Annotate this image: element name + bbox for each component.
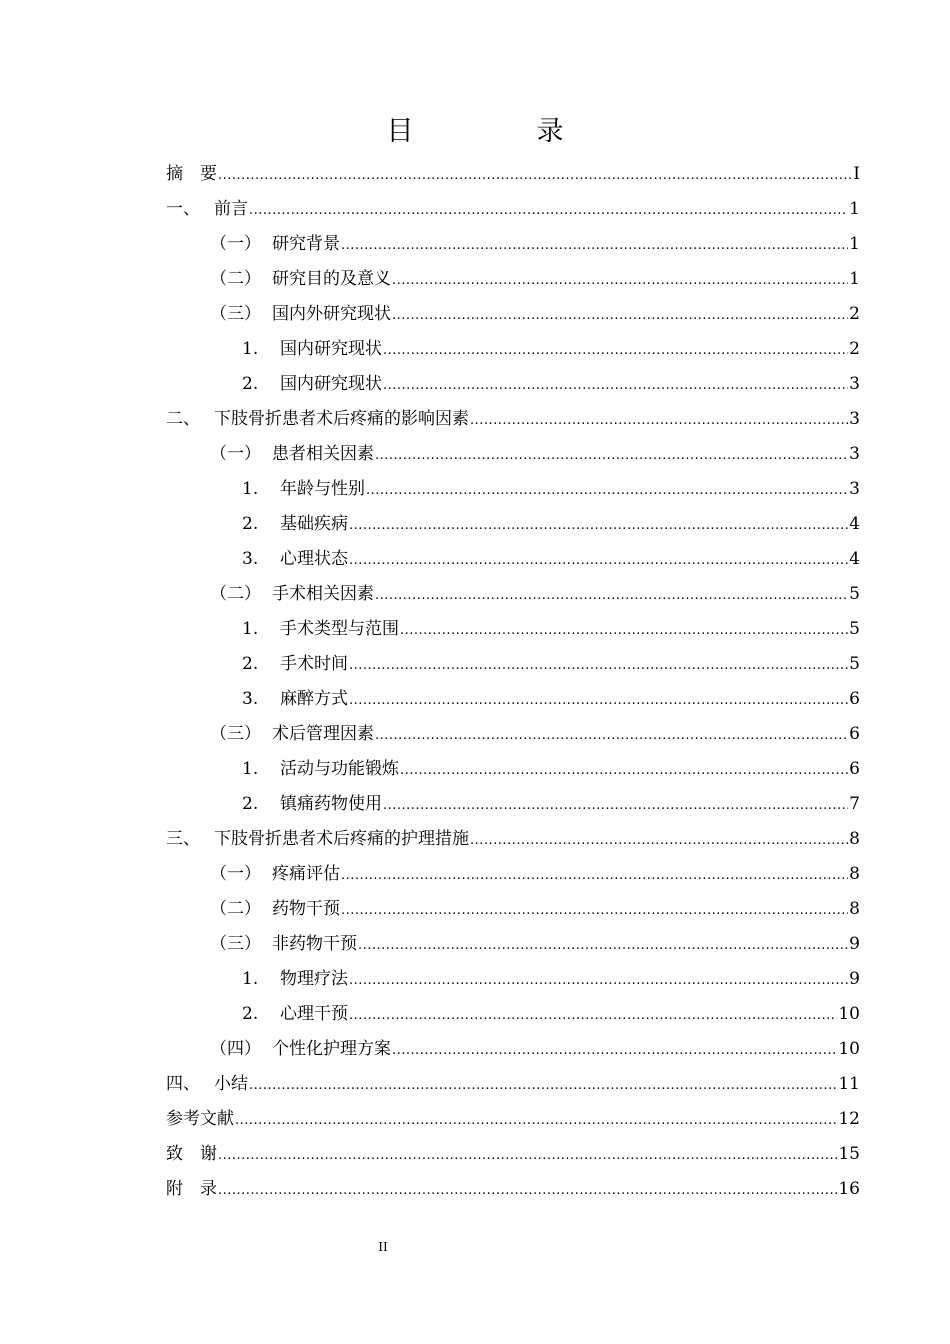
toc-entry-page: 4	[849, 514, 860, 534]
toc-entry[interactable]	[166, 192, 860, 227]
toc-entry-number: 三、	[166, 829, 200, 849]
toc-entry-page: 10	[838, 1039, 860, 1059]
toc-entry-number: （一）	[210, 864, 261, 884]
dot-leader	[249, 1068, 837, 1103]
toc-entry-page: 5	[849, 584, 860, 604]
toc-entry-label: 研究目的及意义	[272, 269, 391, 289]
dot-leader	[375, 718, 848, 753]
toc-entry-number: 二、	[166, 409, 200, 429]
toc-entry-page: 2	[849, 304, 860, 324]
toc-entry-label: 下肢骨折患者术后疼痛的护理措施	[214, 829, 469, 849]
dot-leader	[341, 893, 848, 928]
toc-entry-number: 1.	[242, 619, 259, 639]
dot-leader	[349, 543, 848, 578]
dot-leader	[218, 158, 851, 193]
toc-entry-page: 10	[838, 1004, 860, 1024]
toc-entry-page: 5	[849, 654, 860, 674]
toc-entry-page: 6	[849, 759, 860, 779]
toc-entry-page: 1	[849, 234, 860, 254]
dot-leader	[218, 1138, 837, 1173]
toc-entry[interactable]	[166, 1137, 860, 1172]
toc-entry-label: 非药物干预	[272, 934, 357, 954]
dot-leader	[375, 578, 848, 613]
dot-leader	[235, 1103, 837, 1138]
toc-entry-label: 麻醉方式	[280, 689, 348, 709]
toc-entry-page: 15	[838, 1144, 860, 1164]
dot-leader	[470, 403, 848, 438]
toc-entry-page: 3	[849, 444, 860, 464]
toc-entry[interactable]	[166, 892, 860, 927]
toc-entry-label: 手术类型与范围	[280, 619, 399, 639]
toc-entry[interactable]	[166, 157, 860, 192]
toc-entry[interactable]	[166, 927, 860, 962]
toc-entry-number: （三）	[210, 304, 261, 324]
toc-entry-number: 3.	[242, 689, 259, 709]
dot-leader	[400, 753, 848, 788]
toc-entry-page: 6	[849, 689, 860, 709]
toc-entry-page: 3	[849, 479, 860, 499]
toc-entry-page: 1	[849, 199, 860, 219]
dot-leader	[249, 193, 848, 228]
toc-entry[interactable]	[166, 472, 860, 507]
toc-entry[interactable]	[166, 507, 860, 542]
toc-entry-number: 2.	[242, 654, 259, 674]
toc-entry[interactable]	[166, 682, 860, 717]
dot-leader	[392, 1033, 837, 1068]
toc-entry-label: 心理状态	[280, 549, 348, 569]
toc-entry[interactable]	[166, 1067, 860, 1102]
toc-entry[interactable]	[166, 857, 860, 892]
toc-entry[interactable]	[166, 332, 860, 367]
toc-entry-label: 研究背景	[272, 234, 340, 254]
toc-entry[interactable]	[166, 997, 860, 1032]
toc-entry[interactable]	[166, 227, 860, 262]
dot-leader	[400, 613, 848, 648]
footer-page-number: II	[378, 1240, 388, 1254]
toc-entry[interactable]	[166, 1172, 860, 1207]
toc-entry-label: 术后管理因素	[272, 724, 374, 744]
toc-entry-number: 2.	[242, 374, 259, 394]
toc-entry-label: 个性化护理方案	[272, 1039, 391, 1059]
toc-entry-page: 7	[849, 794, 860, 814]
dot-leader	[392, 298, 848, 333]
dot-leader	[341, 858, 848, 893]
toc-entry-page: 12	[838, 1109, 860, 1129]
toc-entry-label: 手术相关因素	[272, 584, 374, 604]
toc-entry-page: 3	[849, 409, 860, 429]
dot-leader	[349, 683, 848, 718]
toc-entry-number: （二）	[210, 584, 261, 604]
toc-entry-page: 9	[849, 934, 860, 954]
toc-entry[interactable]	[166, 647, 860, 682]
dot-leader	[349, 648, 848, 683]
toc-entry-page: 2	[849, 339, 860, 359]
toc-entry-number: 一、	[166, 199, 200, 219]
toc-entry[interactable]	[166, 717, 860, 752]
toc-entry-number: （二）	[210, 269, 261, 289]
toc-entry-page: 6	[849, 724, 860, 744]
toc-entry-label: 手术时间	[280, 654, 348, 674]
toc-entry-page: 8	[849, 829, 860, 849]
dot-leader	[366, 473, 848, 508]
toc-entry[interactable]	[166, 402, 860, 437]
dot-leader	[383, 788, 848, 823]
toc-entry-number: （二）	[210, 899, 261, 919]
toc-entry-label: 活动与功能锻炼	[280, 759, 399, 779]
toc-entry[interactable]	[166, 542, 860, 577]
toc-entry-label: 心理干预	[280, 1004, 348, 1024]
toc-entry-number: 2.	[242, 794, 259, 814]
toc-entry[interactable]	[166, 1102, 860, 1137]
toc-entry-number: 1.	[242, 759, 259, 779]
toc-entry-label: 物理疗法	[280, 969, 348, 989]
dot-leader	[392, 263, 848, 298]
dot-leader	[358, 928, 848, 963]
dot-leader	[383, 333, 848, 368]
toc-entry[interactable]	[166, 752, 860, 787]
toc-entry[interactable]	[166, 262, 860, 297]
toc-entry-label: 参考文献	[166, 1109, 234, 1129]
toc-entry-label: 下肢骨折患者术后疼痛的影响因素	[214, 409, 469, 429]
toc-entry[interactable]	[166, 367, 860, 402]
toc-entry-number: （一）	[210, 234, 261, 254]
toc-entry[interactable]	[166, 297, 860, 332]
dot-leader	[349, 508, 848, 543]
toc-entry-page: 9	[849, 969, 860, 989]
page-title: 目 录	[386, 116, 612, 147]
toc-entry-number: （三）	[210, 934, 261, 954]
toc-entry-page: 8	[849, 864, 860, 884]
toc-entry-number: 2.	[242, 1004, 259, 1024]
toc-entry-page: I	[853, 164, 860, 184]
table-of-contents	[166, 157, 860, 1207]
toc-entry-label: 患者相关因素	[272, 444, 374, 464]
toc-entry-number: 3.	[242, 549, 259, 569]
toc-entry-number: （一）	[210, 444, 261, 464]
toc-entry[interactable]	[166, 437, 860, 472]
dot-leader	[375, 438, 848, 473]
toc-entry-page: 16	[838, 1179, 860, 1199]
dot-leader	[349, 963, 848, 998]
dot-leader	[470, 823, 848, 858]
toc-entry[interactable]	[166, 962, 860, 997]
toc-entry-label: 疼痛评估	[272, 864, 340, 884]
toc-entry-page: 3	[849, 374, 860, 394]
toc-entry-label: 国内研究现状	[280, 374, 382, 394]
toc-entry-label: 国内外研究现状	[272, 304, 391, 324]
toc-entry-page: 11	[838, 1074, 860, 1094]
toc-entry[interactable]	[166, 787, 860, 822]
toc-entry-page: 4	[849, 549, 860, 569]
toc-entry-number: （四）	[210, 1039, 261, 1059]
toc-entry-number: 1.	[242, 339, 259, 359]
toc-entry-page: 5	[849, 619, 860, 639]
toc-entry-number: 四、	[166, 1074, 200, 1094]
toc-entry[interactable]	[166, 1032, 860, 1067]
dot-leader	[218, 1173, 837, 1208]
toc-entry-number: 2.	[242, 514, 259, 534]
dot-leader	[341, 228, 848, 263]
toc-entry-label: 镇痛药物使用	[280, 794, 382, 814]
toc-entry-label: 致 谢	[166, 1144, 217, 1164]
toc-entry-label: 年龄与性别	[280, 479, 365, 499]
dot-leader	[349, 998, 837, 1033]
toc-entry-number: 1.	[242, 969, 259, 989]
toc-entry-number: 1.	[242, 479, 259, 499]
toc-entry-label: 前言	[214, 199, 248, 219]
toc-entry-label: 小结	[214, 1074, 248, 1094]
dot-leader	[383, 368, 848, 403]
toc-entry-label: 摘 要	[166, 164, 217, 184]
toc-entry-label: 基础疾病	[280, 514, 348, 534]
toc-entry-label: 附 录	[166, 1179, 217, 1199]
toc-entry-label: 药物干预	[272, 899, 340, 919]
toc-entry-page: 8	[849, 899, 860, 919]
toc-entry-number: （三）	[210, 724, 261, 744]
toc-entry-label: 国内研究现状	[280, 339, 382, 359]
toc-entry[interactable]	[166, 822, 860, 857]
toc-entry[interactable]	[166, 577, 860, 612]
toc-entry-page: 1	[849, 269, 860, 289]
toc-entry[interactable]	[166, 612, 860, 647]
